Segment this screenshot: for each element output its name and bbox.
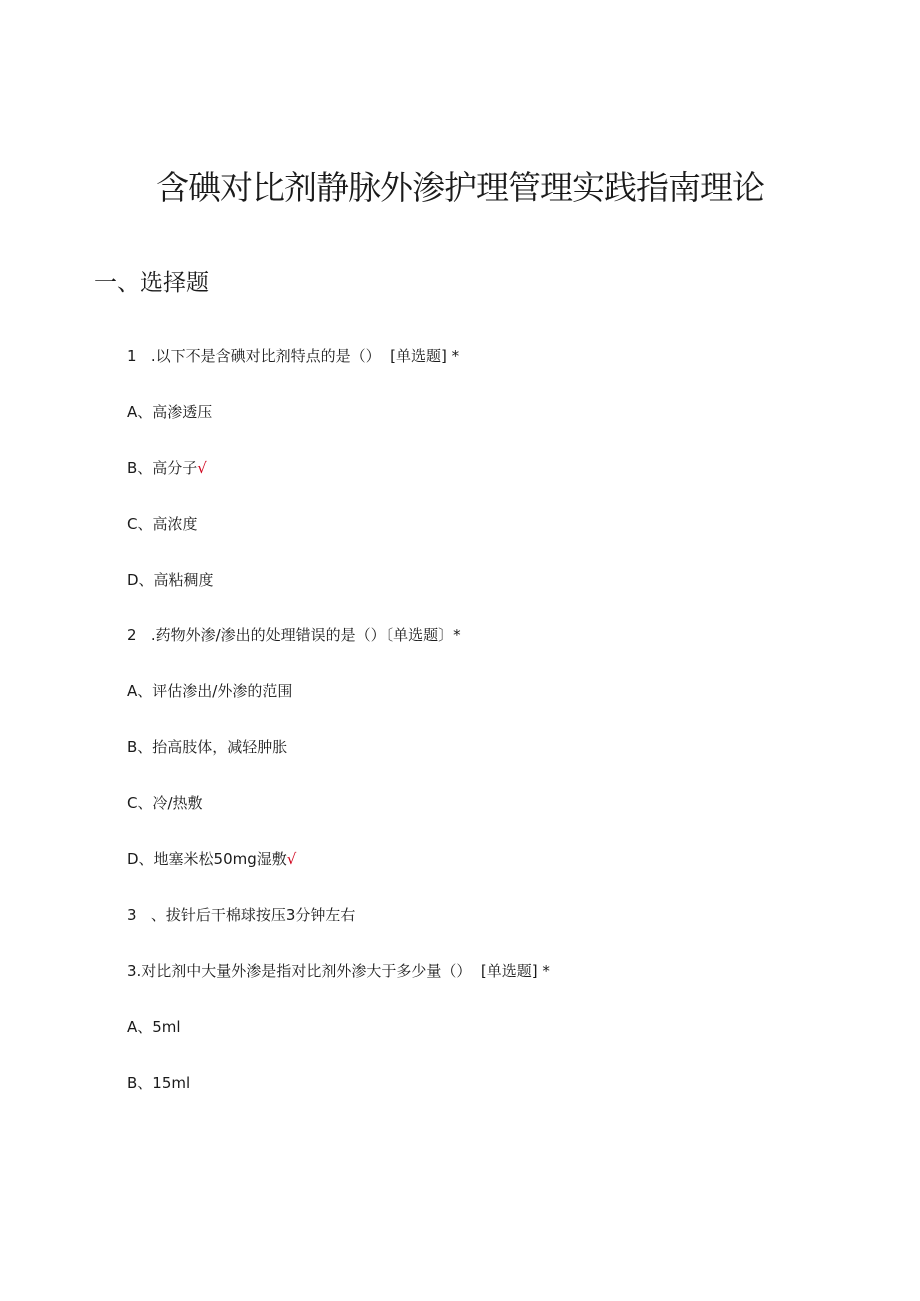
question-2-stem: 2 .药物外渗/渗出的处理错误的是（）〔单选题〕* (127, 626, 461, 644)
correct-check-mark: √ (286, 850, 297, 868)
question-1-option-c: C、高浓度 (127, 515, 198, 533)
question-2-option-d: D、地塞米松50mg湿敷√ (127, 850, 297, 868)
question-3-stem: 3.对比剂中大量外渗是指对比剂外渗大于多少量（） [单选题] * (127, 962, 550, 980)
document-title: 含碘对比剂静脉外渗护理管理实践指南理论 (156, 168, 764, 207)
question-1-option-b: B、高分子√ (127, 459, 207, 477)
question-1-option-a: A、高渗透压 (127, 403, 213, 421)
question-1-stem: 1 .以下不是含碘对比剂特点的是（） [单选题] * (127, 347, 460, 365)
question-3-option-b: B、15ml (127, 1074, 191, 1092)
question-2-option-b: B、抬高肢体，减轻肿胀 (127, 738, 288, 756)
section-heading: 一、选择题 (94, 270, 209, 296)
correct-check-mark: √ (197, 459, 207, 477)
question-1-option-d: D、高粘稠度 (127, 571, 214, 589)
question-2-option-e: 3 、拔针后干棉球按压3分钟左右 (127, 906, 356, 924)
question-2-option-c: C、冷/热敷 (127, 794, 203, 812)
question-2-option-a: A、评估渗出/外渗的范围 (127, 682, 293, 700)
question-3-option-a: A、5ml (127, 1018, 181, 1036)
